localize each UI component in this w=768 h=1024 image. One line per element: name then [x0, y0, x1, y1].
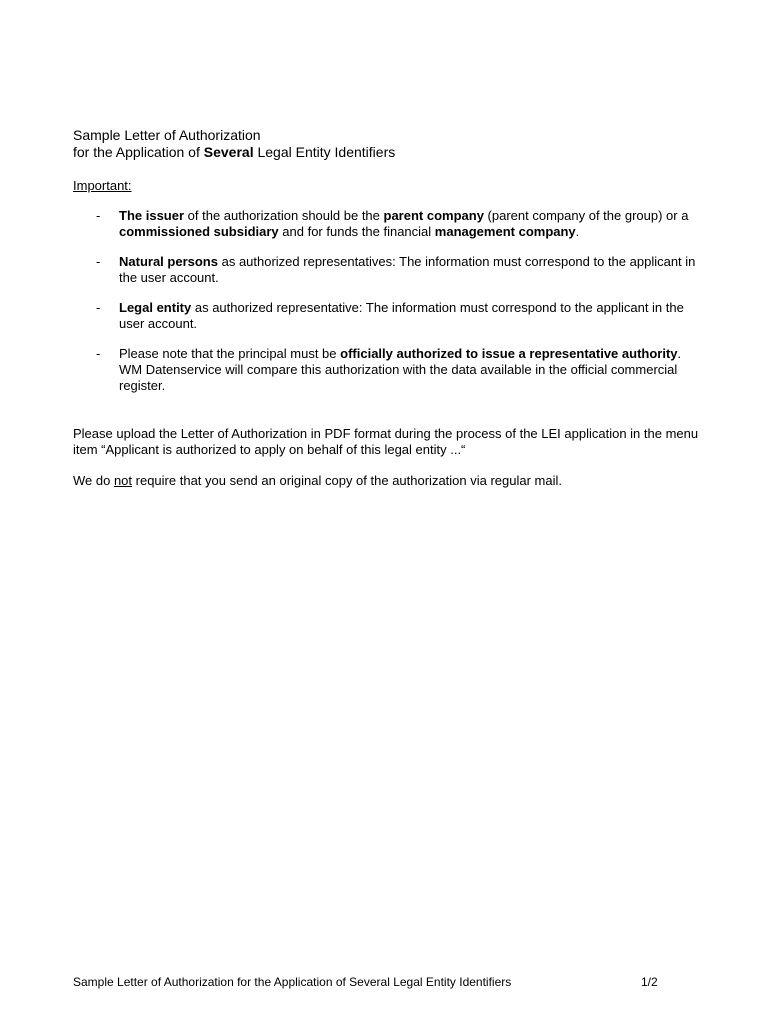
- page-footer: Sample Letter of Authorization for the Application of Several Legal Entity Identifiers: [73, 975, 512, 989]
- list-dash: -: [96, 346, 101, 361]
- page-number: 1/2: [641, 975, 658, 989]
- list-dash: -: [96, 254, 101, 269]
- upload-paragraph: Please upload the Letter of Authorization in PDF format during the process of the LEI application in the menu item “Applicant is authorized to apply on behalf of this legal entity ...“: [73, 426, 699, 457]
- list-item-legal-entity: [73, 300, 703, 332]
- title-line-2-pre: for the Application of: [73, 144, 204, 160]
- bold-text: Natural persons: [119, 254, 218, 269]
- body-text: require that you send an original copy of the authorization via regular mail.: [132, 473, 563, 488]
- body-text: (parent company of the group) or a: [483, 208, 689, 223]
- requirements-list: [73, 208, 703, 408]
- bold-text: parent company: [383, 208, 484, 223]
- body-text: .: [575, 224, 580, 239]
- bold-text: management company: [434, 224, 576, 239]
- list-item-natural-persons: [73, 254, 703, 286]
- list-item-principal: [73, 346, 703, 394]
- title-line-1: Sample Letter of Authorization: [73, 127, 261, 143]
- title-line-2-bold: Several: [203, 144, 254, 160]
- title-line-2: [73, 144, 713, 161]
- list-item-issuer: [73, 208, 703, 240]
- important-label: Important:: [73, 178, 132, 193]
- list-dash: -: [96, 300, 101, 315]
- bold-text: Legal entity: [119, 300, 192, 315]
- bold-text: commissioned subsidiary: [119, 224, 279, 239]
- title-line-2-post: Legal Entity Identifiers: [253, 144, 396, 160]
- list-dash: -: [96, 208, 101, 223]
- body-text: We do: [73, 473, 114, 488]
- document-title: [73, 127, 713, 161]
- bold-text: The issuer: [119, 208, 185, 223]
- body-text: as authorized representative: The information must correspond to the applicant in the user account.: [119, 300, 684, 331]
- body-text: of the authorization should be the: [184, 208, 384, 223]
- bold-text: officially authorized to issue a representative authority: [340, 346, 678, 361]
- body-text: as authorized representatives: The information must correspond to the applicant in the user account.: [119, 254, 696, 285]
- body-text: and for funds the financial: [278, 224, 435, 239]
- mail-paragraph: [73, 473, 703, 489]
- body-text: Please note that the principal must be: [119, 346, 341, 361]
- body-text: . WM Datenservice will compare this authorization with the data available in the official commercial register.: [119, 346, 682, 393]
- underlined-text: not: [113, 473, 133, 488]
